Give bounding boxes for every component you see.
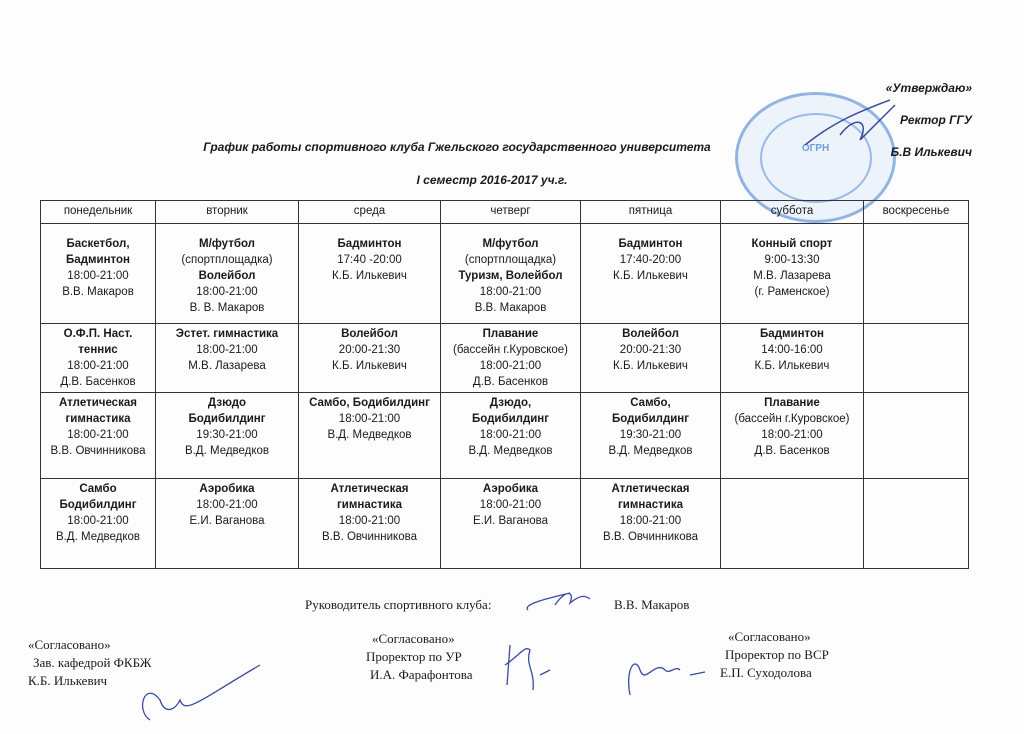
schedule-cell [581, 393, 721, 479]
activity-detail: 17:40 -20:00 [337, 254, 402, 266]
schedule-cell [581, 224, 721, 324]
day-header: воскресенье [864, 201, 969, 224]
day-header: четверг [441, 201, 581, 224]
head-of-club-name: В.В. Макаров [614, 597, 690, 612]
activity-detail: 19:30-21:00 [619, 429, 682, 441]
activity-detail: Д.В. Басенков [472, 376, 549, 388]
schedule-cell [156, 479, 299, 569]
activity-detail: 18:00-21:00 [67, 429, 129, 441]
activity-detail: (спортплощадка) [181, 254, 273, 266]
activity-name: Волейбол [341, 328, 398, 340]
schedule-cell [41, 324, 156, 393]
signature-2 [495, 635, 565, 695]
activity-detail: 9:00-13:30 [764, 254, 820, 266]
signature-3 [615, 640, 715, 705]
activity-detail: 19:30-21:00 [196, 429, 258, 441]
activity-name: Туризм, Волейбол [458, 270, 563, 282]
activity-detail: (спортплощадка) [464, 254, 557, 266]
activity-name: Бадминтон [618, 238, 683, 250]
activity-detail: К.Б. Илькевич [754, 360, 830, 372]
agreed-block-1: «Согласовано» Зав. кафедрой ФКБЖ К.Б. Илькевич [28, 637, 152, 688]
schedule-cell [581, 324, 721, 393]
schedule-cell [156, 324, 299, 393]
schedule-cell [721, 393, 864, 479]
schedule-cell [41, 479, 156, 569]
activity-detail: 18:00-21:00 [67, 270, 129, 282]
schedule-cell [441, 324, 581, 393]
schedule-cell [299, 393, 441, 479]
activity-name: Аэробика [199, 483, 255, 495]
activity-name: Бодибилдинг [59, 499, 137, 511]
agreed-block-2: «Согласовано» Проректор по УР И.А. Фарафонтова [366, 631, 473, 682]
day-header: суббота [721, 201, 864, 224]
activity-detail: К.Б. Илькевич [332, 270, 407, 282]
agreed-block-3: «Согласовано» Проректор по ВСР Е.П. Суходолова [720, 629, 829, 680]
activity-name: Бадминтон [337, 238, 402, 250]
activity-detail: 20:00-21:30 [338, 344, 401, 356]
day-header: понедельник [41, 201, 156, 224]
activity-name: гимнастика [618, 499, 683, 511]
activity-name: Волейбол [198, 270, 256, 282]
semester-label: I семестр 2016-2017 уч.г. [416, 173, 568, 187]
activity-name: Дзюдо [207, 397, 247, 409]
document-title: График работы спортивного клуба Гжельского государственного университета [203, 140, 711, 154]
schedule-cell [864, 393, 969, 479]
activity-name: М/футбол [482, 238, 539, 250]
activity-detail: (бассейн г.Куровское) [734, 413, 850, 425]
activity-detail: Д.В. Басенков [754, 445, 830, 457]
activity-name: Аэробика [482, 483, 539, 495]
schedule-cell [721, 324, 864, 393]
approval-block: «Утверждаю» Ректор ГГУ Б.В Илькевич [885, 81, 972, 159]
activity-detail: 18:00-21:00 [67, 360, 129, 372]
schedule-cell [441, 224, 581, 324]
activity-detail: В.В. Макаров [62, 286, 134, 298]
day-header: среда [299, 201, 441, 224]
activity-detail: 17:40-20:00 [619, 254, 682, 266]
activity-name: Плавание [764, 397, 820, 409]
schedule-cell [41, 224, 156, 324]
table-row [41, 224, 969, 324]
activity-detail: В.В. Овчинникова [322, 531, 417, 543]
head-of-club-label: Руководитель спортивного клуба: [305, 597, 492, 612]
activity-name: Атлетическая [611, 483, 690, 495]
activity-name: гимнастика [337, 499, 402, 511]
activity-detail: М.В. Лазарева [753, 270, 831, 282]
activity-detail: 18:00-21:00 [479, 286, 542, 298]
activity-detail: К.Б. Илькевич [332, 360, 407, 372]
activity-name: Эстет. гимнастика [175, 328, 279, 340]
activity-detail: 18:00-21:00 [196, 344, 258, 356]
schedule-cell [441, 393, 581, 479]
schedule-cell [864, 479, 969, 569]
activity-detail: В.Д. Медведков [327, 429, 412, 441]
activity-detail: 14:00-16:00 [761, 344, 823, 356]
activity-detail: 18:00-21:00 [196, 286, 258, 298]
activity-name: Волейбол [622, 328, 679, 340]
activity-detail: 18:00-21:00 [479, 499, 542, 511]
activity-detail: (г. Раменское) [754, 286, 830, 298]
activity-detail: 18:00-21:00 [479, 360, 542, 372]
schedule-cell [721, 479, 864, 569]
activity-name: Атлетическая [330, 483, 409, 495]
activity-detail: 18:00-21:00 [338, 515, 401, 527]
schedule-cell [299, 224, 441, 324]
activity-detail: 18:00-21:00 [619, 515, 682, 527]
activity-name: Бодибилдинг [188, 413, 266, 425]
activity-detail: В.Д. Медведков [184, 445, 270, 457]
activity-name: Бадминтон [66, 254, 130, 266]
schedule-cell [721, 224, 864, 324]
activity-detail: В.Д. Медведков [608, 445, 693, 457]
day-header: пятница [581, 201, 721, 224]
activity-detail: 18:00-21:00 [196, 499, 258, 511]
table-header-row [41, 201, 969, 224]
activity-detail: Е.И. Ваганова [472, 515, 549, 527]
activity-name: Атлетическая [59, 397, 137, 409]
schedule-cell [864, 324, 969, 393]
activity-detail: В.В. Овчинникова [50, 445, 146, 457]
table-row [41, 393, 969, 479]
schedule-cell [441, 479, 581, 569]
activity-name: Конный спорт [751, 238, 833, 250]
official-stamp: ОГРН [735, 92, 896, 223]
signature-1 [130, 660, 270, 730]
schedule-cell [41, 393, 156, 479]
activity-detail: В.В. Овчинникова [603, 531, 698, 543]
activity-detail: 18:00-21:00 [67, 515, 129, 527]
activity-name: О.Ф.П. Наст. теннис [63, 328, 133, 356]
table-row [41, 324, 969, 393]
activity-name: Самбо, [630, 397, 671, 409]
day-header: вторник [156, 201, 299, 224]
schedule-cell [581, 479, 721, 569]
activity-detail: 18:00-21:00 [338, 413, 401, 425]
activity-name: Самбо, Бодибилдинг [309, 397, 430, 409]
table-row [41, 479, 969, 569]
schedule-cell [299, 479, 441, 569]
schedule-cell [156, 224, 299, 324]
schedule-cell [299, 324, 441, 393]
activity-detail: К.Б. Илькевич [613, 270, 688, 282]
activity-detail: 18:00-21:00 [479, 429, 542, 441]
activity-detail: В. В. Макаров [189, 302, 265, 314]
activity-detail: 18:00-21:00 [761, 429, 823, 441]
activity-detail: К.Б. Илькевич [613, 360, 688, 372]
activity-name: Бодибилдинг [471, 413, 550, 425]
activity-name: Дзюдо, [489, 397, 532, 409]
schedule-cell [156, 393, 299, 479]
activity-detail: Е.И. Ваганова [189, 515, 265, 527]
activity-detail: В.Д. Медведков [468, 445, 553, 457]
activity-detail: (бассейн г.Куровское) [452, 344, 569, 356]
activity-detail: М.В. Лазарева [188, 360, 266, 372]
activity-name: М/футбол [198, 238, 255, 250]
activity-detail: Д.В. Басенков [60, 376, 136, 388]
activity-name: Самбо [79, 483, 117, 495]
activity-name: Плавание [482, 328, 539, 340]
activity-name: гимнастика [65, 413, 131, 425]
activity-detail: 20:00-21:30 [619, 344, 682, 356]
schedule-cell [864, 224, 969, 324]
activity-detail: В.В. Макаров [474, 302, 547, 314]
activity-name: Бодибилдинг [611, 413, 690, 425]
activity-name: Баскетбол, [66, 238, 130, 250]
head-of-club-signature [520, 585, 610, 615]
activity-detail: В.Д. Медведков [55, 531, 141, 543]
activity-name: Бадминтон [760, 328, 824, 340]
schedule-table [40, 200, 969, 569]
